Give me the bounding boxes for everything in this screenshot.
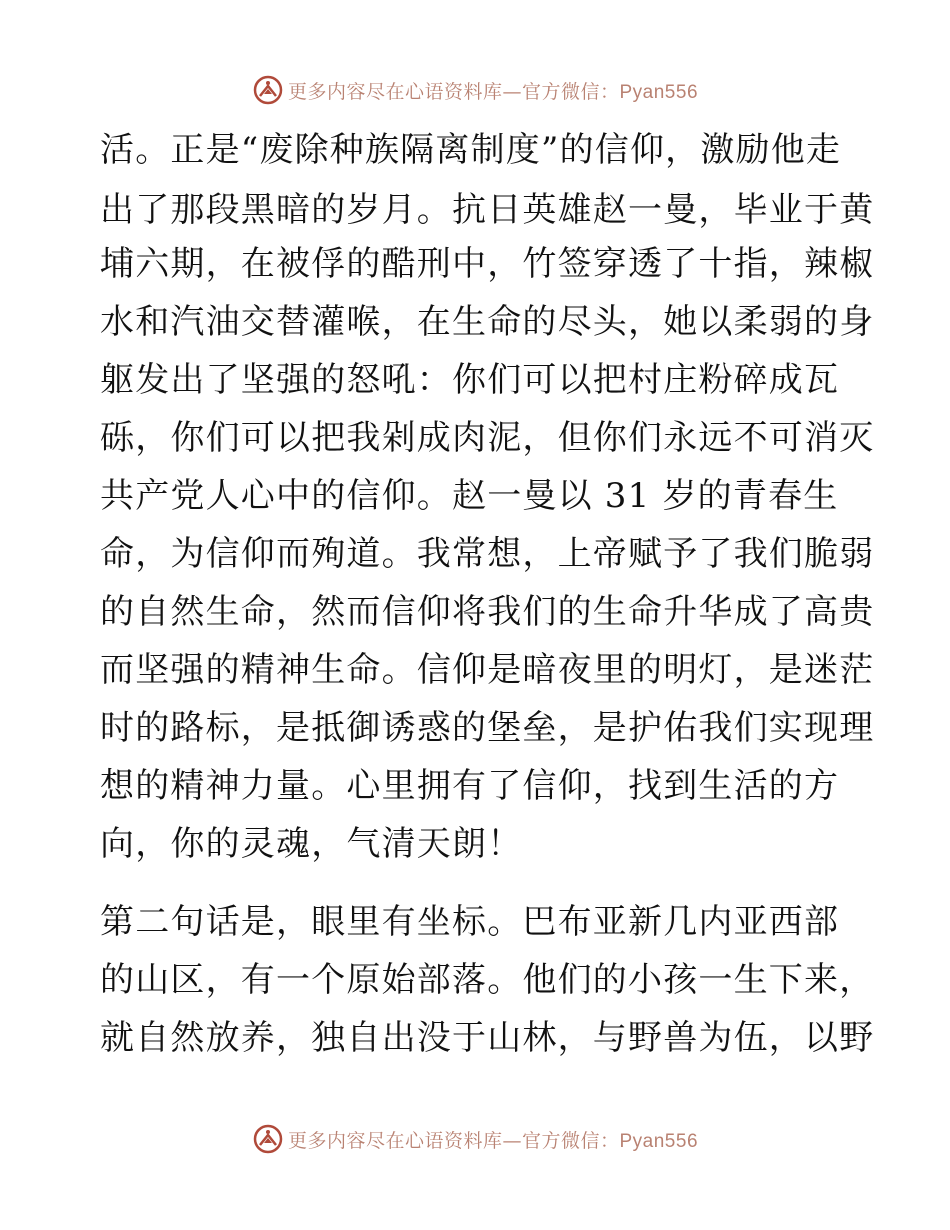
text-line: 出了那段黑暗的岁月。抗日英雄赵一曼，毕业于黄: [100, 190, 875, 230]
text-line: 的自然生命，然而信仰将我们的生命升华成了高贵: [100, 592, 875, 632]
book-logo-icon: [252, 1123, 284, 1155]
text-line: 活。正是“废除种族隔离制度”的信仰，激励他走: [100, 130, 842, 170]
text-line: 第二句话是，眼里有坐标。巴布亚新几内亚西部: [100, 902, 840, 942]
watermark-id: Pyan556: [619, 1130, 699, 1152]
text-line: 想的精神力量。心里拥有了信仰，找到生活的方: [100, 766, 840, 806]
watermark-prefix: 更多内容尽在心语资料库—官方微信：: [287, 1129, 620, 1152]
text-line: 水和汽油交替灌喉，在生命的尽头，她以柔弱的身: [100, 302, 875, 342]
watermark-text: [288, 1126, 698, 1153]
footer-watermark: [0, 1119, 950, 1159]
text-line: 就自然放养，独自出没于山林，与野兽为伍，以野: [100, 1018, 875, 1058]
text-line: 埔六期，在被俘的酷刑中，竹签穿透了十指，辣椒: [100, 244, 875, 284]
text-line: 命，为信仰而殉道。我常想，上帝赋予了我们脆弱: [100, 534, 875, 574]
text-line: 的山区，有一个原始部落。他们的小孩一生下来，: [100, 960, 875, 1000]
text-line: 共产党人心中的信仰。赵一曼以 31 岁的青春生: [100, 476, 839, 516]
text-line: 而坚强的精神生命。信仰是暗夜里的明灯，是迷茫: [100, 650, 875, 690]
watermark-id: Pyan556: [619, 81, 699, 103]
watermark-prefix: 更多内容尽在心语资料库—官方微信：: [287, 80, 620, 103]
text-line: 躯发出了坚强的怒吼：你们可以把村庄粉碎成瓦: [100, 360, 840, 400]
text-line: 时的路标，是抵御诱惑的堡垒，是护佑我们实现理: [100, 708, 875, 748]
text-line: 砾，你们可以把我剁成肉泥，但你们永远不可消灭: [100, 418, 875, 458]
text-line: 向，你的灵魂，气清天朗！: [100, 824, 523, 864]
